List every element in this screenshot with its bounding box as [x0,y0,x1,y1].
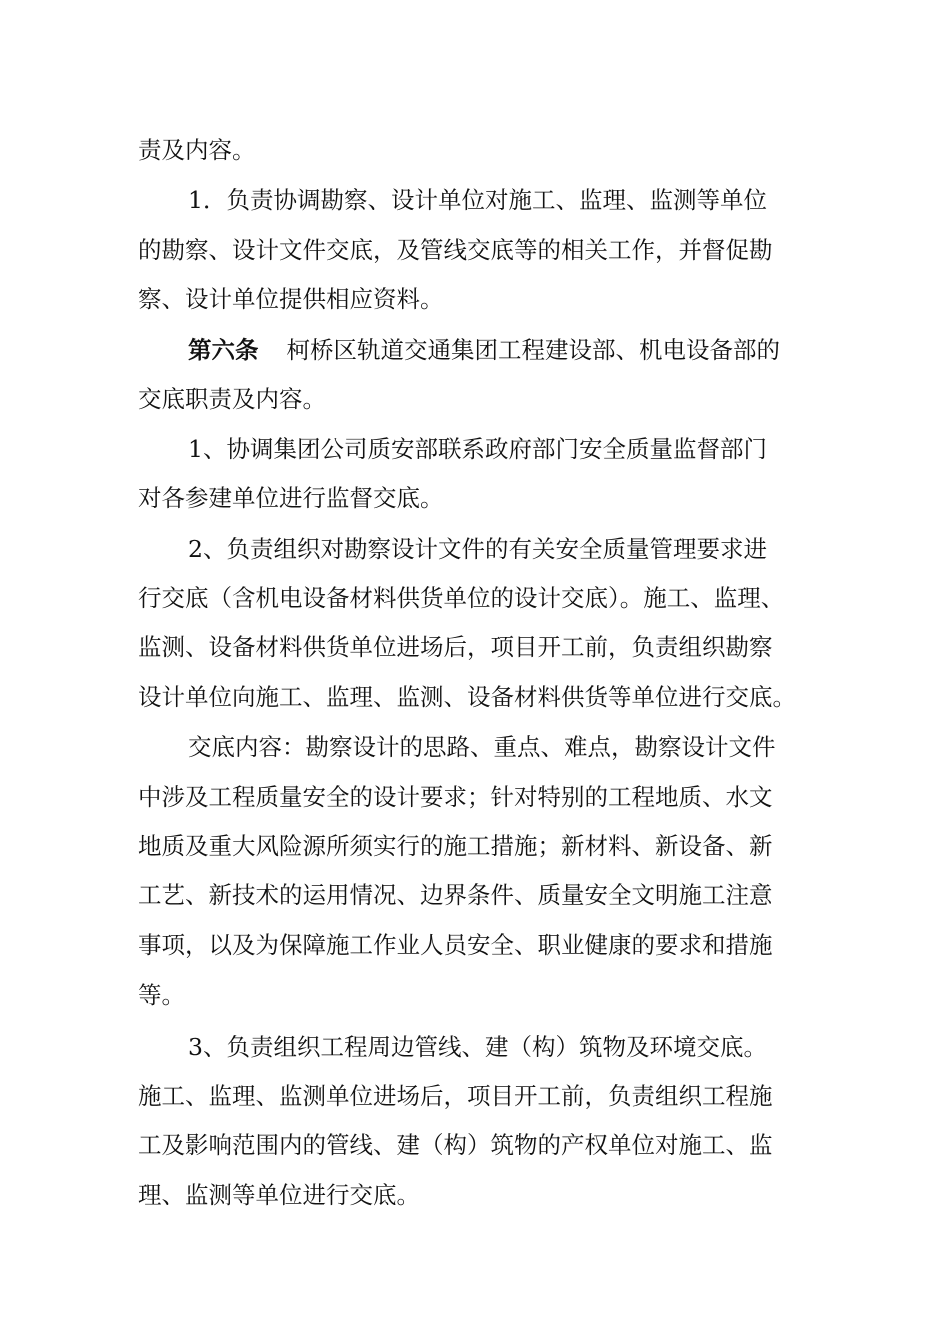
article-label: 第六条 [188,336,259,364]
text-line: 3、负责组织工程周边管线、建（构）筑物及环境交底。 [188,1033,767,1061]
text-line: 交底内容：勘察设计的思路、重点、难点，勘察设计文件 [188,733,776,761]
text-line: 设计单位向施工、监理、监测、设备材料供货等单位进行交底。 [138,683,796,711]
text-line: 理、监测等单位进行交底。 [138,1181,420,1209]
text-line: 监测、设备材料供货单位进场后，项目开工前，负责组织勘察 [138,633,773,661]
text-line: 1、协调集团公司质安部联系政府部门安全质量监督部门 [188,435,767,463]
text-line: 的勘察、设计文件交底，及管线交底等的相关工作，并督促勘 [138,236,773,264]
text-line: 地质及重大风险源所须实行的施工措施；新材料、新设备、新 [138,832,773,860]
text-line: 工及影响范围内的管线、建（构）筑物的产权单位对施工、监 [138,1131,773,1159]
text-line: 责及内容。 [138,136,256,164]
text-line: 行交底（含机电设备材料供货单位的设计交底）。施工、监理、 [138,584,785,612]
text-line: 施工、监理、监测单位进场后，项目开工前，负责组织工程施 [138,1082,773,1110]
text-line: 工艺、新技术的运用情况、边界条件、质量安全文明施工注意 [138,881,773,909]
text-line: 等。 [138,981,185,1009]
text-line: 1．负责协调勘察、设计单位对施工、监理、监测等单位 [188,186,767,214]
text-line: 中涉及工程质量安全的设计要求；针对特别的工程地质、水文 [138,783,773,811]
article-heading-line [188,333,780,367]
text-line: 交底职责及内容。 [138,385,326,413]
text-line: 2、负责组织对勘察设计文件的有关安全质量管理要求进 [188,535,767,563]
article-title: 柯桥区轨道交通集团工程建设部、机电设备部的 [286,336,780,364]
text-line: 察、设计单位提供相应资料。 [138,285,444,313]
text-line: 事项，以及为保障施工作业人员安全、职业健康的要求和措施 [138,931,773,959]
text-line: 对各参建单位进行监督交底。 [138,484,444,512]
